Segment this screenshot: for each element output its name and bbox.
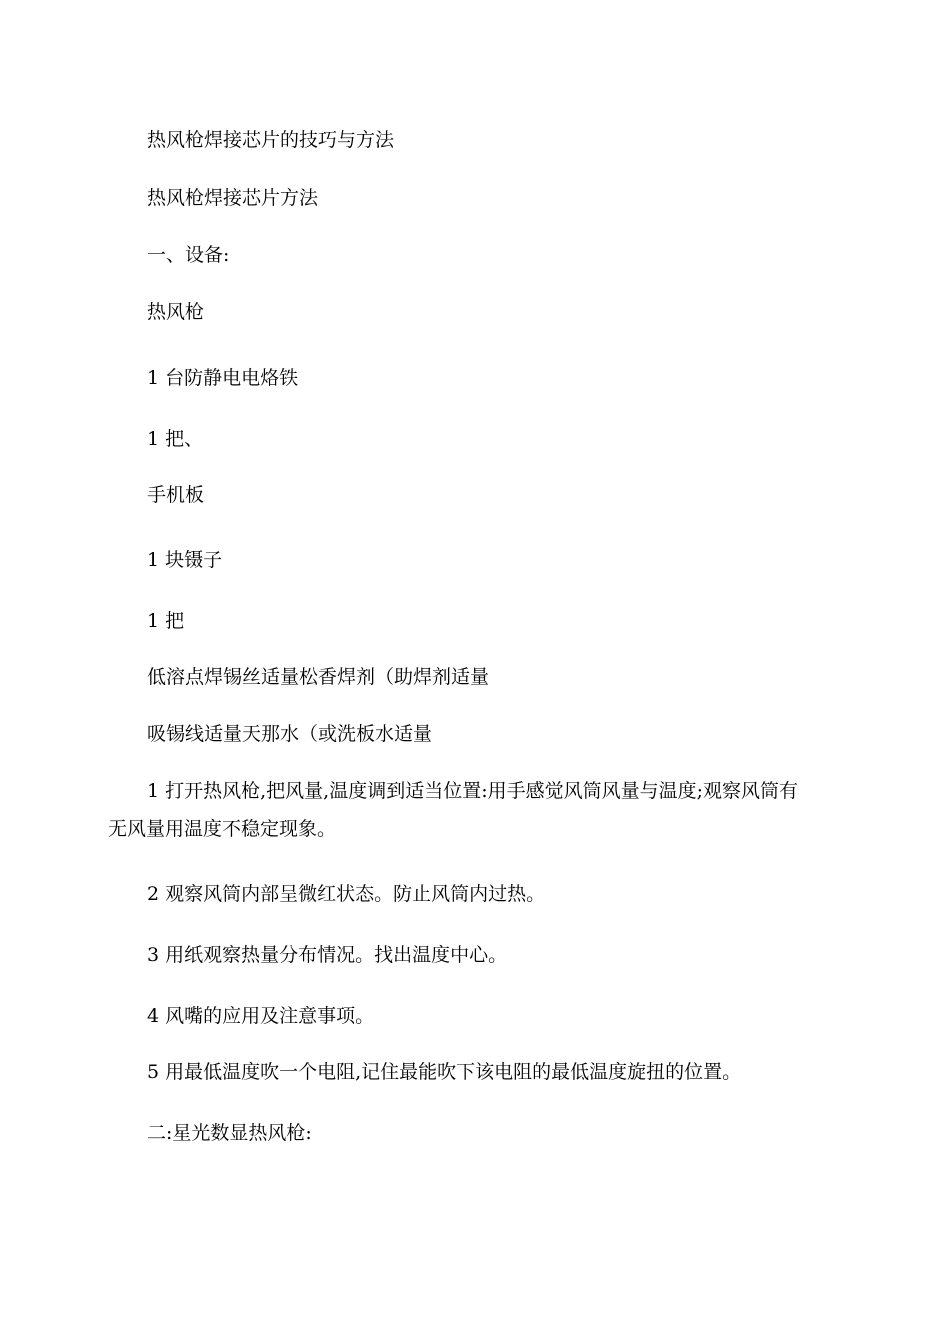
text-line: 1 把 <box>147 610 185 632</box>
document-subtitle: 热风枪焊接芯片方法 <box>147 187 319 209</box>
step-item: 5 用最低温度吹一个电阻,记住最能吹下该电阻的最低温度旋扭的位置。 <box>147 1061 742 1083</box>
section-heading-heat-gun: 二:星光数显热风枪: <box>147 1122 312 1144</box>
text-line: 热风枪 <box>147 301 205 323</box>
paragraph-step-1 <box>108 779 838 841</box>
text-line: 1 台防静电电烙铁 <box>147 367 299 389</box>
step-item: 2 观察风筒内部呈微红状态。防止风筒内过热。 <box>147 883 546 905</box>
section-heading-equipment: 一、设备: <box>147 244 230 266</box>
step-item: 4 风嘴的应用及注意事项。 <box>147 1005 375 1027</box>
text-line: 低溶点焊锡丝适量松香焊剂（助焊剂适量 <box>147 666 490 688</box>
text-line: 手机板 <box>147 484 205 506</box>
paragraph-line: 无风量用温度不稳定现象。 <box>108 818 337 840</box>
text-line: 1 把、 <box>147 428 204 450</box>
paragraph-line: 1 打开热风枪,把风量,温度调到适当位置:用手感觉风筒风量与温度;观察风筒有 <box>147 780 799 802</box>
text-line: 吸锡线适量天那水（或洗板水适量 <box>147 723 433 745</box>
document-title: 热风枪焊接芯片的技巧与方法 <box>147 129 395 151</box>
step-item: 3 用纸观察热量分布情况。找出温度中心。 <box>147 944 508 966</box>
text-line: 1 块镊子 <box>147 549 223 571</box>
